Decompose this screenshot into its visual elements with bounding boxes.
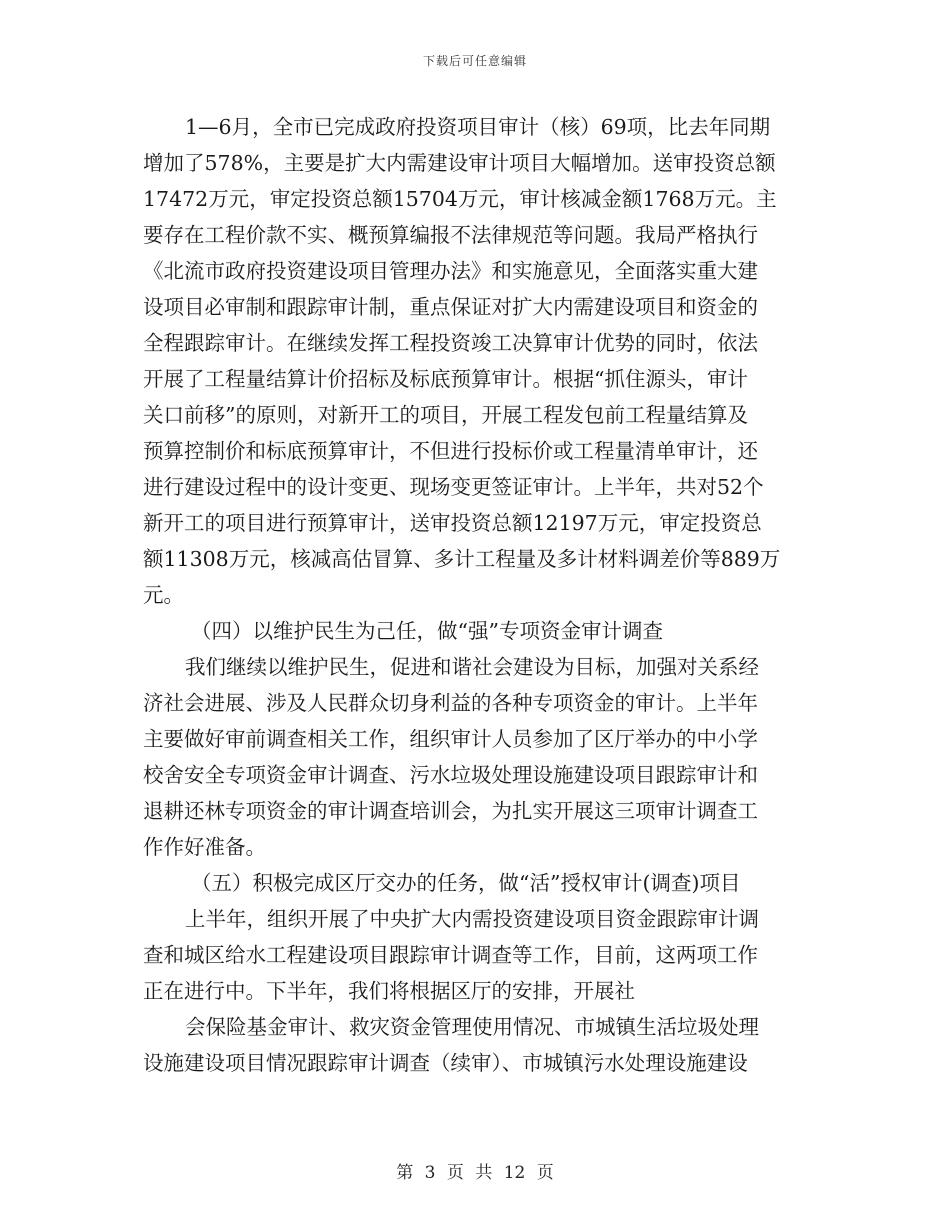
- paragraph-line: 1—6月，全市已完成政府投资项目审计（核）69项，比去年同期: [185, 115, 771, 139]
- paragraph-line: 关口前移”的原则，对新开工的项目，开展工程发包前工程量结算及: [143, 403, 748, 427]
- paragraph-line: 额11308万元，核减高估冒算、多计工程量及多计材料调差价等889万: [143, 547, 781, 571]
- paragraph-line: 主要做好审前调查相关工作，组织审计人员参加了区厅举办的中小学: [143, 727, 758, 751]
- paragraph-line: 正在进行中。下半年，我们将根据区厅的安排，开展社: [143, 979, 635, 1003]
- paragraph-line: 退耕还林专项资金的审计调查培训会，为扎实开展这三项审计调查工: [143, 799, 758, 823]
- paragraph-line: 作作好准备。: [143, 835, 266, 859]
- page-header: 下载后可任意编辑: [422, 54, 527, 68]
- section-heading: （五）积极完成区厅交办的任务，做“活”授权审计(调查)项目: [191, 871, 741, 895]
- paragraph-line: 开展了工程量结算计价招标及标底预算审计。根据“抓住源头，审计: [143, 367, 748, 391]
- paragraph-line: 17472万元，审定投资总额15704万元，审计核减金额1768万元。主: [143, 187, 777, 211]
- paragraph-line: 校舍安全专项资金审计调查、污水垃圾处理设施建设项目跟踪审计和: [143, 763, 758, 787]
- paragraph-line: 预算控制价和标底预算审计，不但进行投标价或工程量清单审计，还: [143, 439, 758, 463]
- paragraph-line: 查和城区给水工程建设项目跟踪审计调查等工作，目前，这两项工作: [143, 943, 758, 967]
- page-footer: 第 3 页 共 12 页: [396, 1163, 554, 1183]
- paragraph-line: 设项目必审制和跟踪审计制，重点保证对扩大内需建设项目和资金的: [143, 295, 758, 319]
- section-heading: （四）以维护民生为己任，做“强”专项资金审计调查: [191, 619, 663, 643]
- paragraph-line: 上半年，组织开展了中央扩大内需投资建设项目资金跟踪审计调: [185, 907, 759, 931]
- paragraph-line: 《北流市政府投资建设项目管理办法》和实施意见，全面落实重大建: [143, 259, 758, 283]
- paragraph-line: 要存在工程价款不实、概预算编报不法律规范等问题。我局严格执行: [143, 223, 758, 247]
- paragraph-line: 元。: [143, 583, 184, 607]
- paragraph-line: 我们继续以维护民生，促进和谐社会建设为目标，加强对关系经: [185, 655, 759, 679]
- paragraph-line: 进行建设过程中的设计变更、现场变更签证审计。上半年，共对52个: [143, 475, 764, 499]
- paragraph-line: 全程跟踪审计。在继续发挥工程投资竣工决算审计优势的同时，依法: [143, 331, 758, 355]
- paragraph-line: 济社会进展、涉及人民群众切身利益的各种专项资金的审计。上半年: [143, 691, 758, 715]
- paragraph-line: 增加了578%，主要是扩大内需建设审计项目大幅增加。送审投资总额: [143, 151, 776, 175]
- paragraph-line: 会保险基金审计、救灾资金管理使用情况、市城镇生活垃圾处理: [185, 1015, 759, 1039]
- document-body: [143, 109, 803, 1081]
- paragraph-line: 新开工的项目进行预算审计，送审投资总额12197万元，审定投资总: [143, 511, 762, 535]
- paragraph-line: 设施建设项目情况跟踪审计调查（续审）、市城镇污水处理设施建设: [143, 1051, 748, 1075]
